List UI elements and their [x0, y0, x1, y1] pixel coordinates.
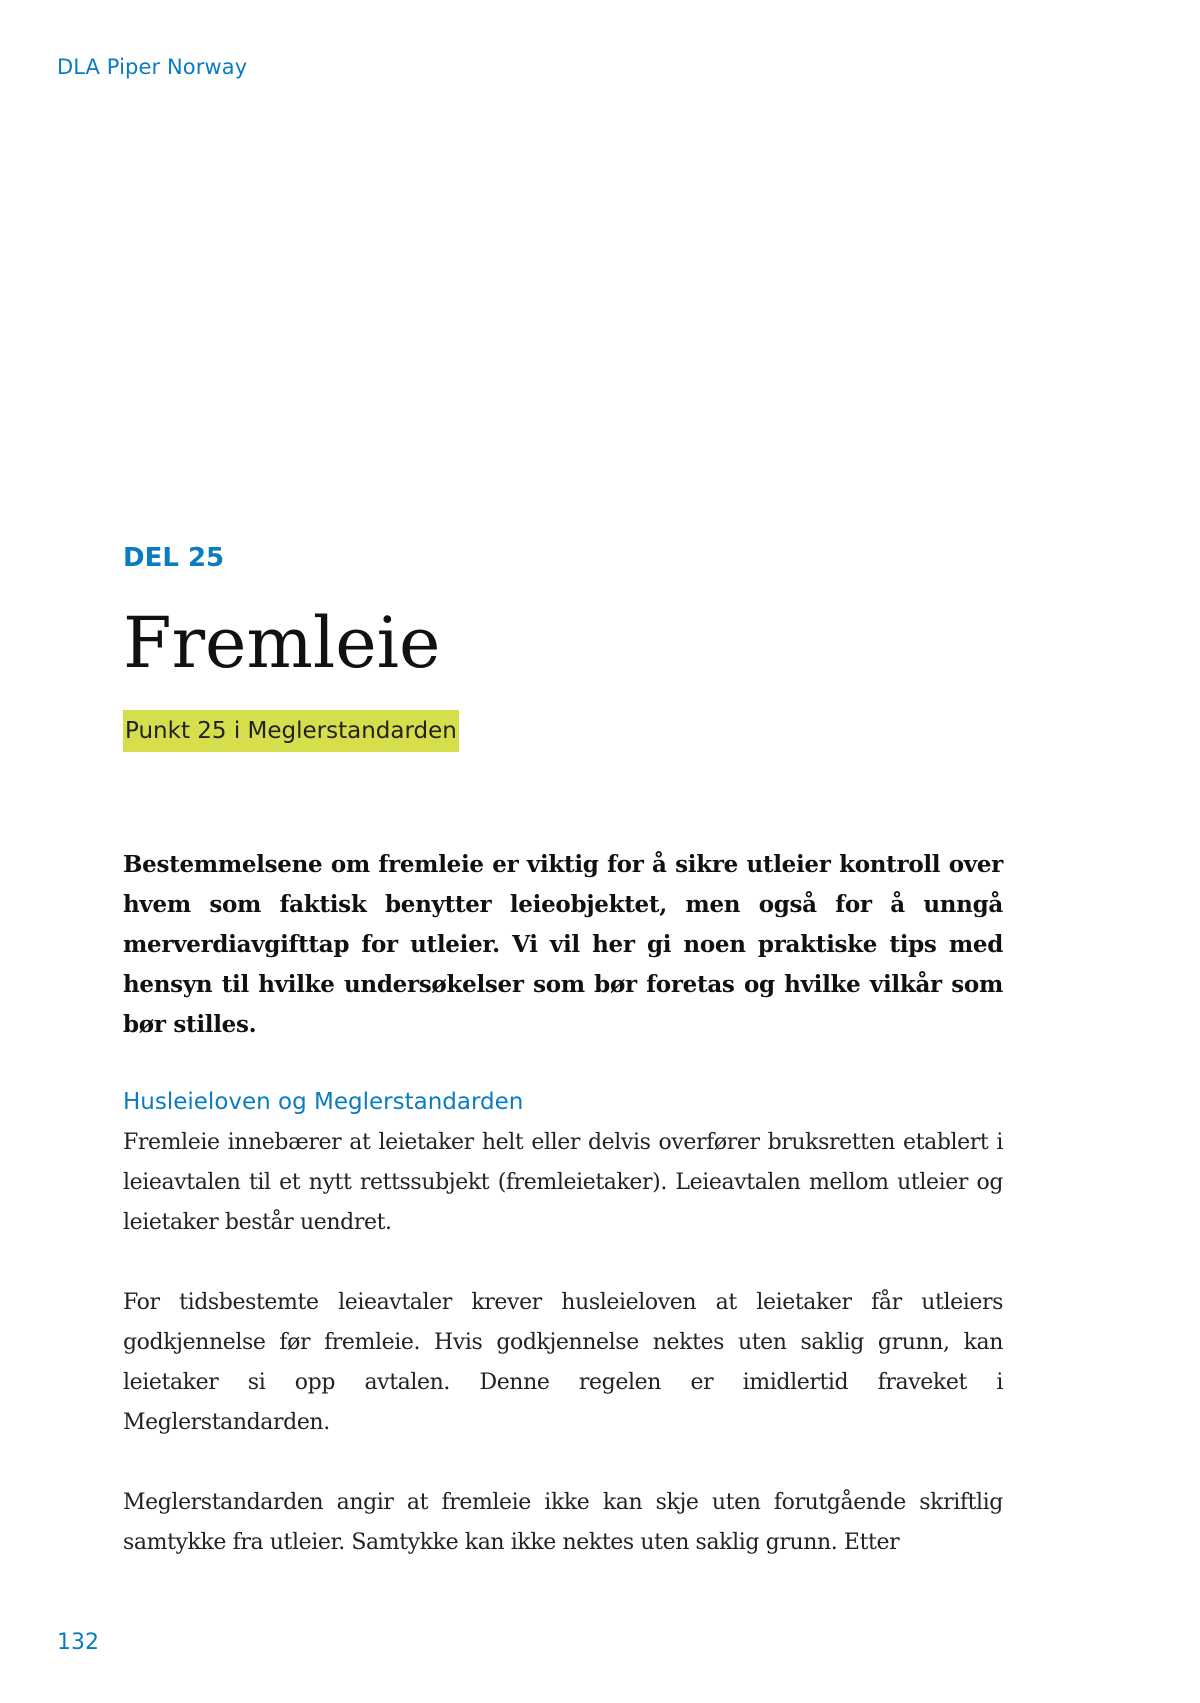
running-header: DLA Piper Norway [57, 55, 248, 79]
section-heading: Husleieloven og Meglerstandarden [123, 1089, 524, 1115]
chapter-title: Fremleie [123, 602, 441, 684]
page-content [123, 540, 1003, 1563]
page-number: 132 [57, 1630, 99, 1655]
part-label: DEL 25 [123, 543, 225, 573]
body-paragraph: For tidsbestemte leieavtaler krever husleieloven at leietaker får utleiers godkjennelse før fremleie. Hvis godkjennelse nektes uten saklig grunn, kan leietaker si opp avtalen. Denne regelen er imidlertid fraveket i Meglerstandarden. [123, 1290, 1003, 1435]
standard-reference-highlight: Punkt 25 i Meglerstandarden [123, 710, 459, 752]
body-paragraph: Meglerstandarden angir at fremleie ikke kan skje uten forutgående skriftlig samtykke fra utleier. Samtykke kan ikke nektes uten saklig grunn. Etter [123, 1490, 1003, 1555]
body-paragraph: Fremleie innebærer at leietaker helt eller delvis overfører bruksretten etablert i leieavtalen til et nytt rettssubjekt (fremleietaker). Leieavtalen mellom utleier og leietaker består uendret. [123, 1130, 1003, 1235]
lead-paragraph: Bestemmelsene om fremleie er viktig for å sikre utleier kontroll over hvem som faktisk benytter leieobjektet, men også for å unngå merverdiavgifttap for utleier. Vi vil her gi noen praktiske tips med hensyn til hvilke undersøkelser som bør foretas og hvilke vilkår som bør stilles. [123, 851, 1003, 1038]
